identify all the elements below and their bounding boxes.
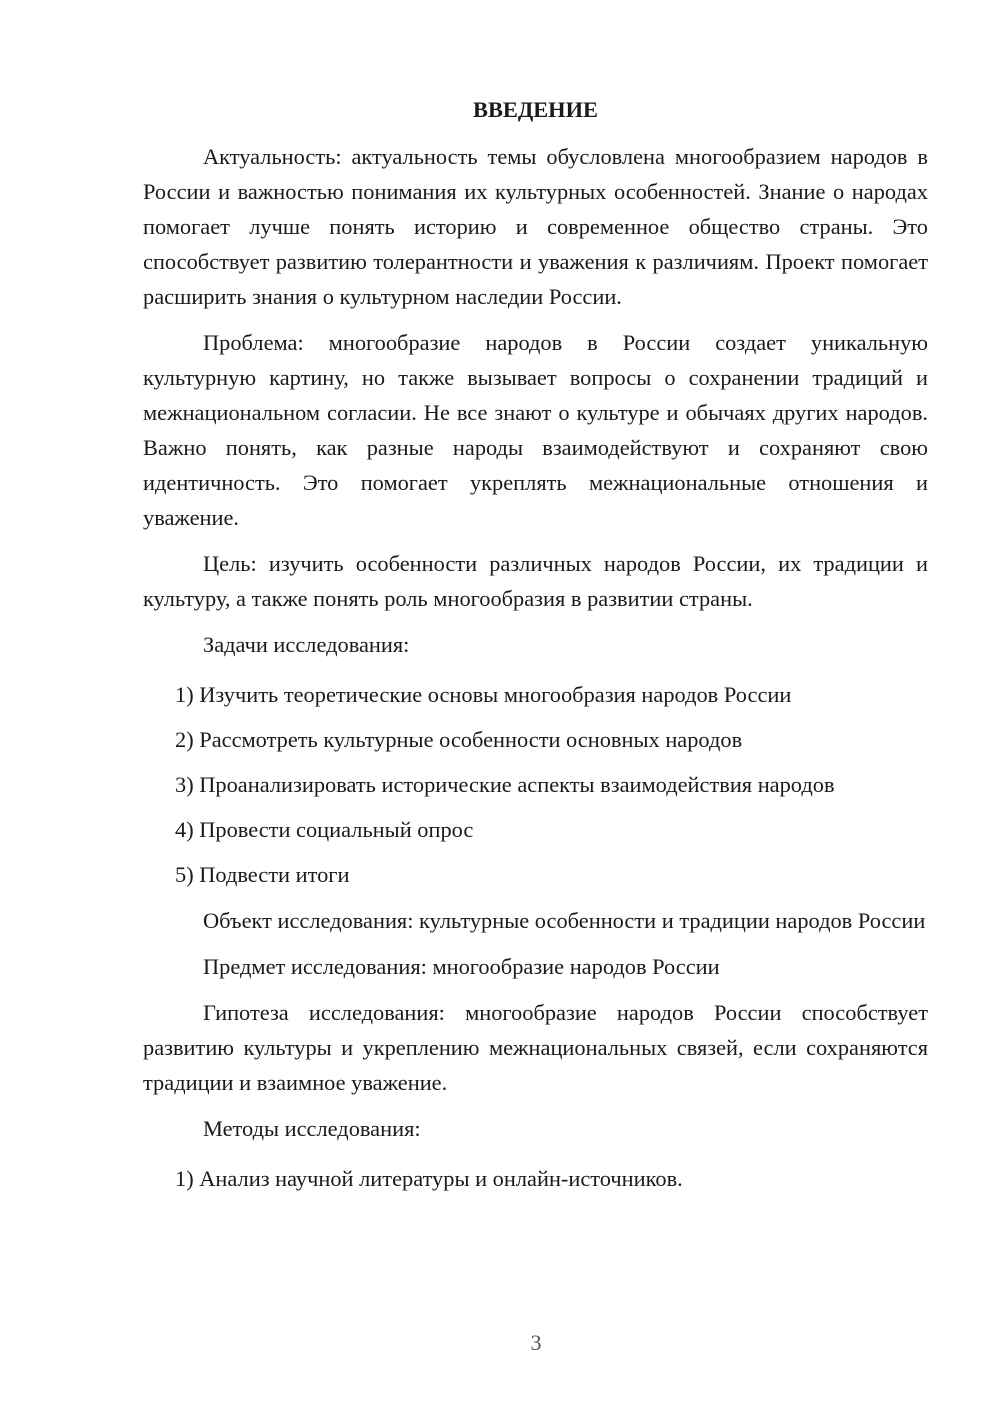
page-number: 3 <box>530 1330 542 1355</box>
task-item: 2) Рассмотреть культурные особенности основных народов <box>175 727 743 752</box>
relevance-paragraph: Актуальность: актуальность темы обусловлена многообразием народов в России и важностью понимания их культурных особенностей. Знание о народах помогает лучше понять историю и современное общество страны. Это способствует развитию толерантности и уважения к различиям. Проект помогает расширить знания о культурном наследии России. <box>143 144 928 309</box>
problem-paragraph: Проблема: многообразие народов в России создает уникальную культурную картину, но также вызывает вопросы о сохранении традиций и межнациональном согласии. Не все знают о культуре и обычаях других народов. Важно понять, как разные народы взаимодействуют и сохраняют свою идентичность. Это помогает укреплять межнациональные отношения и уважение. <box>143 330 928 530</box>
subject-paragraph: Предмет исследования: многообразие народов России <box>203 954 720 979</box>
task-item: 3) Проанализировать исторические аспекты взаимодействия народов <box>175 772 835 797</box>
tasks-heading: Задачи исследования: <box>203 632 410 657</box>
task-item: 4) Провести социальный опрос <box>175 817 474 842</box>
goal-paragraph: Цель: изучить особенности различных народов России, их традиции и культуру, а также понять роль многообразия в развитии страны. <box>143 551 928 611</box>
hypothesis-paragraph: Гипотеза исследования: многообразие народов России способствует развитию культуры и укреплению межнациональных связей, если сохраняются традиции и взаимное уважение. <box>143 1000 928 1095</box>
object-paragraph: Объект исследования: культурные особенности и традиции народов России <box>203 908 926 933</box>
section-title-text: ВВЕДЕНИЕ <box>473 97 598 122</box>
task-item: 1) Изучить теоретические основы многообразия народов России <box>175 682 792 707</box>
method-item: 1) Анализ научной литературы и онлайн-источников. <box>175 1166 683 1191</box>
document-page <box>143 92 928 1206</box>
task-item: 5) Подвести итоги <box>175 862 350 887</box>
methods-heading: Методы исследования: <box>203 1116 421 1141</box>
section-title <box>143 92 928 127</box>
